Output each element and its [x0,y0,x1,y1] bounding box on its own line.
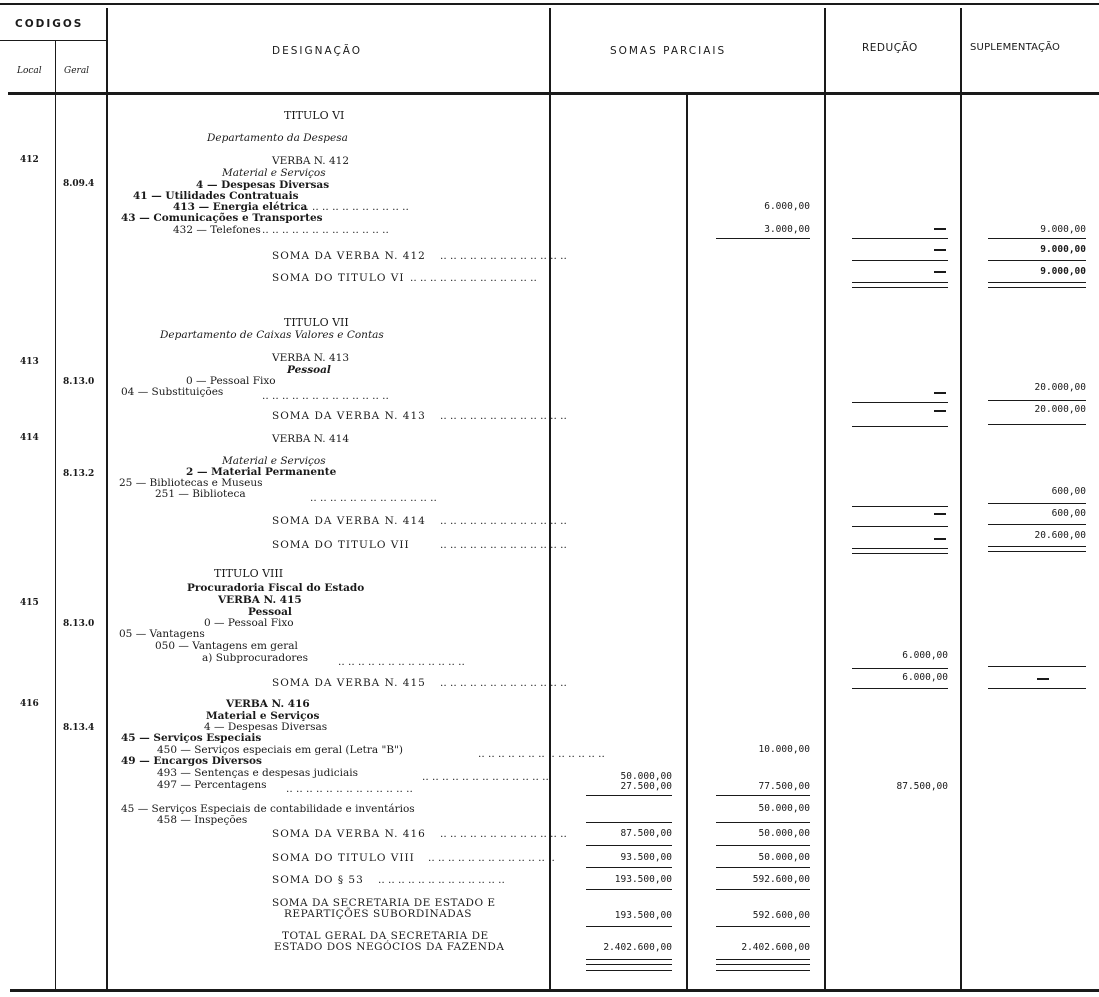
verba-415-vantagens-geral: 050 — Vantagens em geral [155,640,298,652]
rule [586,867,672,868]
rule [716,970,810,971]
rule [716,845,810,846]
verba-414-biblioteca-suplementacao: 600,00 [1051,486,1086,497]
rule [586,970,672,971]
verba-416-servicos-450-value: 10.000,00 [758,744,810,755]
soma-verba-414-suplementacao: 600,00 [1051,508,1086,519]
verba-412-comunicacoes: 43 — Comunicações e Transportes [121,212,323,224]
col-line-designacao [549,8,551,990]
suplementacao-dash [1037,678,1049,680]
rule [586,926,672,927]
verba-412-telefones-suplementacao: 9.000,00 [1040,224,1086,235]
soma-verba-416-leaders: .. .. .. .. .. .. .. .. .. .. .. .. .. [440,828,567,840]
verba-414-biblioteca: 251 — Biblioteca [155,488,246,500]
verba-413-substituicoes: 04 — Substituições [121,386,224,398]
soma-verba-415-leaders: .. .. .. .. .. .. .. .. .. .. .. .. .. [440,677,567,689]
rule [988,400,1086,401]
soma-53-label: SOMA DO § 53 [272,874,364,886]
soma-titulo-viii-leaders: .. .. .. .. .. .. .. .. .. .. .. .. .. [428,852,555,864]
header-somas-parciais: SOMAS PARCIAIS [610,45,727,57]
rule [716,867,810,868]
rule [988,666,1086,667]
rule [988,424,1086,425]
rule [852,668,948,669]
verba-414-material-permanente: 2 — Material Permanente [186,466,337,478]
soma-verba-413-leaders: .. .. .. .. .. .. .. .. .. .. .. .. .. [440,410,567,422]
rule [716,238,810,239]
rule [988,282,1086,283]
titulo-vii-departamento: Departamento de Caixas Valores e Contas [160,329,384,341]
code-geral-415: 8.13.0 [63,619,95,629]
rule [852,506,948,507]
reducao-dash [934,392,946,394]
verba-412-telefones-leaders: .. .. .. .. .. .. .. .. .. .. .. .. .. [262,224,389,236]
soma-verba-414-leaders: .. .. .. .. .. .. .. .. .. .. .. .. .. [440,515,567,527]
rule [988,546,1086,547]
verba-414-material: Material e Serviços [222,455,326,467]
verba-416-servicos-450: 450 — Serviços especiais em geral (Letra "B") [157,744,403,756]
soma-titulo-vii-suplementacao: 20.600,00 [1034,530,1086,541]
rule [852,548,948,549]
code-local-413: 413 [20,357,39,367]
soma-verba-412-suplementacao: 9.000,00 [1040,244,1086,255]
verba-416-despesas: 4 — Despesas Diversas [204,721,328,733]
header-codigos: CODIGOS [15,18,84,30]
verba-412-energia-value: 6.000,00 [764,201,810,212]
verba-416-sentencas: 493 — Sentenças e despesas judiciais [157,767,358,779]
rule [586,795,672,796]
reducao-dash [934,513,946,515]
verba-412-despesas: 4 — Despesas Diversas [196,179,330,191]
soma-verba-415-reducao: 6.000,00 [902,672,948,683]
soma-secretaria-value-1: 193.500,00 [614,910,672,921]
soma-verba-416-label: SOMA DA VERBA N. 416 [272,828,426,840]
verba-416-encargos: 49 — Encargos Diversos [121,755,262,767]
rule [716,926,810,927]
code-geral-414: 8.13.2 [63,469,95,479]
rule [852,526,948,527]
verba-415-subprocuradores: a) Subprocuradores [202,652,309,664]
rule [716,889,810,890]
soma-53-value-1: 193.500,00 [614,874,672,885]
titulo-viii-heading: TITULO VIII [214,567,284,580]
rule [716,822,810,823]
header-designacao: DESIGNAÇÃO [272,45,363,57]
verba-413-heading: VERBA N. 413 [272,352,350,364]
verba-416-percentagens-value-1: 27.500,00 [620,781,672,792]
col-line-geral [106,8,108,990]
rule [586,845,672,846]
verba-416-percentagens-reducao: 87.500,00 [896,781,948,792]
soma-titulo-vii-label: SOMA DO TITULO VII [272,539,410,551]
code-geral-416: 8.13.4 [63,723,95,733]
verba-416-material: Material e Serviços [206,710,320,722]
titulo-vii-heading: TITULO VII [284,316,349,329]
reducao-dash [934,249,946,251]
soma-verba-415-label: SOMA DA VERBA N. 415 [272,677,426,689]
rule [852,260,948,261]
rule [586,889,672,890]
header-geral: Geral [64,66,90,76]
code-local-412: 412 [20,155,39,165]
verba-414-biblioteca-leaders: .. .. .. .. .. .. .. .. .. .. .. .. .. [310,492,437,504]
soma-titulo-viii-label: SOMA DO TITULO VIII [272,852,415,864]
code-local-414: 414 [20,433,39,443]
verba-413-substituicoes-leaders: .. .. .. .. .. .. .. .. .. .. .. .. .. [262,390,389,402]
verba-416-sentencas-value: 50.000,00 [620,771,672,782]
rule [988,238,1086,239]
soma-verba-413-label: SOMA DA VERBA N. 413 [272,410,426,422]
rule [716,795,810,796]
rule [988,688,1086,689]
total-geral-label-2: ESTADO DOS NEGÓCIOS DA FAZENDA [274,941,505,953]
rule [988,260,1086,261]
verba-413-substituicoes-suplementacao: 20.000,00 [1034,382,1086,393]
soma-secretaria-label-1: SOMA DA SECRETARIA DE ESTADO E [272,897,496,909]
rule [852,402,948,403]
soma-verba-413-suplementacao: 20.000,00 [1034,404,1086,415]
soma-titulo-vii-leaders: .. .. .. .. .. .. .. .. .. .. .. .. .. [440,539,567,551]
titulo-viii-procuradoria: Procuradoria Fiscal do Estado [187,582,365,594]
soma-titulo-viii-value-1: 93.500,00 [620,852,672,863]
titulo-vi-heading: TITULO VI [284,109,345,122]
codigos-divider [0,40,106,41]
header-local: Local [17,66,42,76]
soma-verba-414-label: SOMA DA VERBA N. 414 [272,515,426,527]
rule [988,524,1086,525]
verba-416-servicos-450-leaders: .. .. .. .. .. .. .. .. .. .. .. .. .. [478,748,605,760]
verba-413-pessoal: Pessoal [287,364,331,376]
rule [852,688,948,689]
verba-412-telefones: 432 — Telefones [173,224,261,236]
verba-416-percentagens-value-2: 77.500,00 [758,781,810,792]
verba-415-pessoal: Pessoal [248,606,292,618]
soma-verba-416-value-2: 50.000,00 [758,828,810,839]
col-line-local [55,40,56,990]
verba-414-heading: VERBA N. 414 [272,433,350,445]
rule [852,426,948,427]
reducao-dash [934,271,946,273]
rule [988,551,1086,552]
verba-412-energia: 413 — Energia elétrica [173,201,308,213]
reducao-dash [934,228,946,230]
verba-413-pessoal-fixo: 0 — Pessoal Fixo [186,375,276,387]
verba-416-heading: VERBA N. 416 [226,698,310,710]
verba-412-material: Material e Serviços [222,167,326,179]
verba-414-bibliotecas: 25 — Bibliotecas e Museus [119,477,263,489]
col-line-reducao [960,8,962,990]
rule [988,503,1086,504]
code-geral-413: 8.13.0 [63,377,95,387]
rule [852,553,948,554]
soma-53-leaders: .. .. .. .. .. .. .. .. .. .. .. .. .. [378,874,505,886]
total-geral-label-1: TOTAL GERAL DA SECRETARIA DE [282,930,489,942]
soma-titulo-vi-leaders: .. .. .. .. .. .. .. .. .. .. .. .. .. [410,272,537,284]
reducao-dash [934,410,946,412]
verba-416-inspecoes-value: 50.000,00 [758,803,810,814]
verba-415-pessoal-fixo: 0 — Pessoal Fixo [204,617,294,629]
verba-416-sentencas-leaders: .. .. .. .. .. .. .. .. .. .. .. .. .. [422,771,549,783]
reducao-dash [934,538,946,540]
top-border [0,3,1099,5]
rule [852,238,948,239]
code-local-415: 415 [20,598,39,608]
total-geral-value-1: 2.402.600,00 [603,942,672,953]
rule [586,822,672,823]
rule [988,287,1086,288]
rule [586,959,672,960]
total-geral-value-2: 2.402.600,00 [741,942,810,953]
verba-416-percentagens: 497 — Percentagens [157,779,267,791]
header-border [8,92,1099,95]
verba-416-percentagens-leaders: .. .. .. .. .. .. .. .. .. .. .. .. .. [286,783,413,795]
titulo-vi-departamento: Departamento da Despesa [207,132,348,144]
col-line-somas [824,8,826,990]
header-reducao: REDUÇÃO [862,42,918,54]
verba-415-subprocuradores-leaders: .. .. .. .. .. .. .. .. .. .. .. .. .. [338,656,465,668]
col-line-parcial-mid [686,95,688,990]
verba-412-telefones-value: 3.000,00 [764,224,810,235]
verba-412-energia-leaders: .. .. .. .. .. .. .. .. .. .. .. .. .. [282,201,409,213]
soma-verba-412-label: SOMA DA VERBA N. 412 [272,250,426,262]
soma-verba-412-leaders: .. .. .. .. .. .. .. .. .. .. .. .. .. [440,250,567,262]
code-local-416: 416 [20,699,39,709]
verba-415-vantagens: 05 — Vantagens [119,628,205,640]
soma-53-value-2: 592.600,00 [752,874,810,885]
soma-titulo-vi-label: SOMA DO TITULO VI [272,272,405,284]
rule [716,964,810,965]
verba-416-inspecoes: 458 — Inspeções [157,814,248,826]
soma-verba-416-value-1: 87.500,00 [620,828,672,839]
verba-412-heading: VERBA N. 412 [272,155,350,167]
verba-415-subprocuradores-reducao: 6.000,00 [902,650,948,661]
rule [852,282,948,283]
verba-416-servicos-45b: 45 — Serviços Especiais de contabilidade e inventários [121,803,415,815]
rule [852,287,948,288]
code-geral-412: 8.09.4 [63,179,95,189]
soma-secretaria-value-2: 592.600,00 [752,910,810,921]
soma-titulo-viii-value-2: 50.000,00 [758,852,810,863]
soma-titulo-vi-suplementacao: 9.000,00 [1040,266,1086,277]
rule [716,959,810,960]
soma-secretaria-label-2: REPARTIÇÕES SUBORDINADAS [284,908,472,920]
verba-415-heading: VERBA N. 415 [218,594,302,606]
verba-416-servicos-especiais: 45 — Serviços Especiais [121,732,262,744]
bottom-border [10,989,1099,992]
verba-412-utilidades: 41 — Utilidades Contratuais [133,190,299,202]
rule [586,964,672,965]
header-suplementacao: SUPLEMENTAÇÃO [970,42,1061,53]
